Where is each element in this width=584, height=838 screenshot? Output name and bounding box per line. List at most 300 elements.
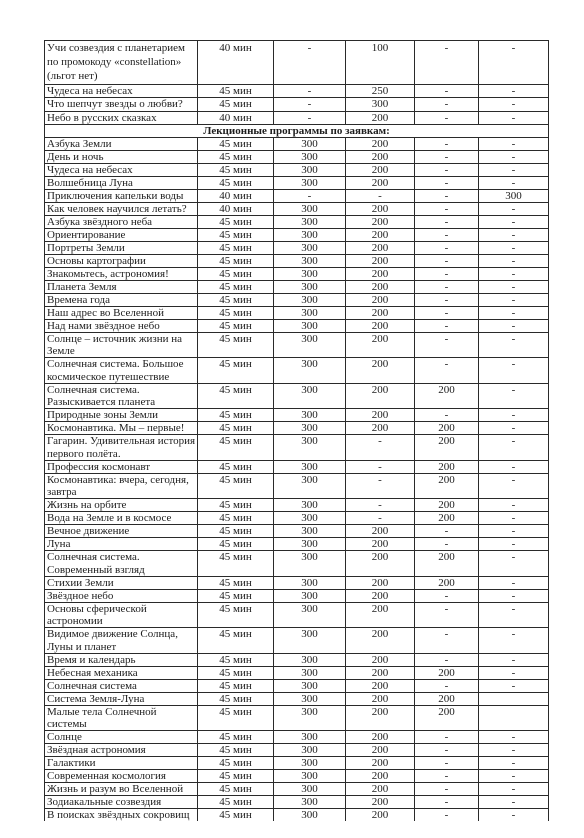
column-3-cell: - bbox=[274, 41, 346, 85]
column-6-cell: - bbox=[479, 796, 549, 809]
column-4-cell: 200 bbox=[346, 667, 415, 680]
column-4-cell: 200 bbox=[346, 203, 415, 216]
duration-cell: 45 мин bbox=[198, 384, 274, 410]
column-6-cell: - bbox=[479, 590, 549, 603]
column-6-cell: - bbox=[479, 551, 549, 577]
column-4-cell: 200 bbox=[346, 358, 415, 384]
program-name-cell: Приключения капельки воды bbox=[45, 190, 198, 203]
column-5-cell: - bbox=[415, 358, 479, 384]
column-4-cell: 200 bbox=[346, 320, 415, 333]
program-name-cell: Современная космология bbox=[45, 770, 198, 783]
column-3-cell: 300 bbox=[274, 590, 346, 603]
table-row bbox=[45, 255, 549, 268]
column-5-cell: - bbox=[415, 268, 479, 281]
table-row bbox=[45, 577, 549, 590]
column-6-cell: - bbox=[479, 422, 549, 435]
column-5-cell: - bbox=[415, 112, 479, 125]
column-6-cell: - bbox=[479, 294, 549, 307]
column-6-cell: - bbox=[479, 783, 549, 796]
column-5-cell: - bbox=[415, 138, 479, 151]
program-name-cell: Наш адрес во Вселенной bbox=[45, 307, 198, 320]
column-6-cell: - bbox=[479, 358, 549, 384]
duration-cell: 45 мин bbox=[198, 654, 274, 667]
column-4-cell: 200 bbox=[346, 294, 415, 307]
program-name-cell: Гагарин. Удивительная история первого полёта. bbox=[45, 435, 198, 461]
column-5-cell: - bbox=[415, 151, 479, 164]
table-row bbox=[45, 358, 549, 384]
column-5-cell: - bbox=[415, 216, 479, 229]
duration-cell: 45 мин bbox=[198, 164, 274, 177]
column-3-cell: 300 bbox=[274, 435, 346, 461]
column-5-cell: - bbox=[415, 796, 479, 809]
duration-cell: 45 мин bbox=[198, 461, 274, 474]
duration-cell: 45 мин bbox=[198, 229, 274, 242]
column-5-cell: 200 bbox=[415, 693, 479, 706]
column-4-cell: 200 bbox=[346, 628, 415, 654]
column-4-cell: - bbox=[346, 499, 415, 512]
column-5-cell: - bbox=[415, 757, 479, 770]
duration-cell: 45 мин bbox=[198, 358, 274, 384]
program-name-cell: День и ночь bbox=[45, 151, 198, 164]
column-3-cell: 300 bbox=[274, 216, 346, 229]
column-3-cell: 300 bbox=[274, 757, 346, 770]
column-4-cell: 200 bbox=[346, 538, 415, 551]
duration-cell: 45 мин bbox=[198, 85, 274, 98]
column-4-cell: - bbox=[346, 190, 415, 203]
table-row bbox=[45, 525, 549, 538]
program-name-cell: Портреты Земли bbox=[45, 242, 198, 255]
column-3-cell: 300 bbox=[274, 603, 346, 629]
program-name-cell: Солнце – источник жизни на Земле bbox=[45, 333, 198, 359]
column-3-cell: 300 bbox=[274, 461, 346, 474]
table-row bbox=[45, 474, 549, 500]
duration-cell: 45 мин bbox=[198, 435, 274, 461]
column-4-cell: 200 bbox=[346, 731, 415, 744]
column-4-cell: 200 bbox=[346, 255, 415, 268]
column-3-cell: 300 bbox=[274, 281, 346, 294]
column-6-cell: - bbox=[479, 435, 549, 461]
table-row bbox=[45, 203, 549, 216]
duration-cell: 40 мин bbox=[198, 203, 274, 216]
column-3-cell: 300 bbox=[274, 744, 346, 757]
column-5-cell: - bbox=[415, 654, 479, 667]
table-row bbox=[45, 693, 549, 706]
program-name-cell: Над нами звёздное небо bbox=[45, 320, 198, 333]
program-name-cell: Вечное движение bbox=[45, 525, 198, 538]
program-name-cell: Основы сферической астрономии bbox=[45, 603, 198, 629]
column-5-cell: 200 bbox=[415, 384, 479, 410]
table-row bbox=[45, 151, 549, 164]
duration-cell: 45 мин bbox=[198, 628, 274, 654]
column-3-cell: 300 bbox=[274, 680, 346, 693]
program-name-cell: Времена года bbox=[45, 294, 198, 307]
table-row bbox=[45, 422, 549, 435]
duration-cell: 45 мин bbox=[198, 474, 274, 500]
duration-cell: 45 мин bbox=[198, 151, 274, 164]
column-5-cell: - bbox=[415, 190, 479, 203]
program-name-cell: Солнечная система. Большое космическое путешествие bbox=[45, 358, 198, 384]
duration-cell: 45 мин bbox=[198, 693, 274, 706]
column-3-cell: 300 bbox=[274, 809, 346, 821]
column-5-cell: - bbox=[415, 628, 479, 654]
column-4-cell: 200 bbox=[346, 796, 415, 809]
column-4-cell: 100 bbox=[346, 41, 415, 85]
column-4-cell: - bbox=[346, 461, 415, 474]
table-row bbox=[45, 138, 549, 151]
table-row bbox=[45, 435, 549, 461]
duration-cell: 45 мин bbox=[198, 590, 274, 603]
duration-cell: 45 мин bbox=[198, 577, 274, 590]
table-row bbox=[45, 229, 549, 242]
table-row bbox=[45, 85, 549, 98]
column-6-cell: - bbox=[479, 499, 549, 512]
column-4-cell: - bbox=[346, 512, 415, 525]
column-4-cell: 200 bbox=[346, 590, 415, 603]
program-name-cell: Космонавтика. Мы – первые! bbox=[45, 422, 198, 435]
column-5-cell: - bbox=[415, 294, 479, 307]
table-row bbox=[45, 783, 549, 796]
duration-cell: 45 мин bbox=[198, 680, 274, 693]
duration-cell: 45 мин bbox=[198, 281, 274, 294]
table-row bbox=[45, 384, 549, 410]
program-name-cell: Учи созвездия с планетарием по промокоду «constellation» (льгот нет) bbox=[45, 41, 198, 85]
column-3-cell: 300 bbox=[274, 783, 346, 796]
column-4-cell: 200 bbox=[346, 242, 415, 255]
program-name-cell: Небесная механика bbox=[45, 667, 198, 680]
column-5-cell: - bbox=[415, 680, 479, 693]
column-6-cell: - bbox=[479, 242, 549, 255]
table-row bbox=[45, 770, 549, 783]
column-5-cell: - bbox=[415, 333, 479, 359]
column-6-cell: - bbox=[479, 177, 549, 190]
program-name-cell: Малые тела Солнечной системы bbox=[45, 706, 198, 732]
program-name-cell: Планета Земля bbox=[45, 281, 198, 294]
column-5-cell: - bbox=[415, 783, 479, 796]
program-name-cell: Чудеса на небесах bbox=[45, 85, 198, 98]
column-5-cell: - bbox=[415, 590, 479, 603]
table-row bbox=[45, 603, 549, 629]
duration-cell: 45 мин bbox=[198, 268, 274, 281]
column-5-cell: - bbox=[415, 744, 479, 757]
duration-cell: 45 мин bbox=[198, 796, 274, 809]
column-6-cell: - bbox=[479, 770, 549, 783]
program-name-cell: Азбука Земли bbox=[45, 138, 198, 151]
column-4-cell: 200 bbox=[346, 809, 415, 821]
program-name-cell: Видимое движение Солнца, Луны и планет bbox=[45, 628, 198, 654]
column-3-cell: 300 bbox=[274, 577, 346, 590]
program-name-cell: Солнечная система. Современный взгляд bbox=[45, 551, 198, 577]
table-row bbox=[45, 409, 549, 422]
column-6-cell bbox=[479, 693, 549, 706]
lecture-rows-group bbox=[45, 138, 549, 821]
column-3-cell: 300 bbox=[274, 242, 346, 255]
column-3-cell: 300 bbox=[274, 525, 346, 538]
program-name-cell: Волшебница Луна bbox=[45, 177, 198, 190]
column-3-cell: 300 bbox=[274, 177, 346, 190]
program-name-cell: Жизнь и разум во Вселенной bbox=[45, 783, 198, 796]
column-5-cell: 200 bbox=[415, 667, 479, 680]
column-5-cell: 200 bbox=[415, 512, 479, 525]
column-3-cell: 300 bbox=[274, 294, 346, 307]
duration-cell: 45 мин bbox=[198, 512, 274, 525]
program-name-cell: В поисках звёздных сокровищ bbox=[45, 809, 198, 821]
duration-cell: 45 мин bbox=[198, 294, 274, 307]
duration-cell: 45 мин bbox=[198, 525, 274, 538]
table-row bbox=[45, 706, 549, 732]
duration-cell: 40 мин bbox=[198, 41, 274, 85]
table-row bbox=[45, 757, 549, 770]
column-4-cell: 200 bbox=[346, 138, 415, 151]
table-row bbox=[45, 98, 549, 111]
duration-cell: 45 мин bbox=[198, 731, 274, 744]
program-name-cell: Чудеса на небесах bbox=[45, 164, 198, 177]
program-name-cell: Ориентирование bbox=[45, 229, 198, 242]
table-row bbox=[45, 796, 549, 809]
program-name-cell: Что шепчут звезды о любви? bbox=[45, 98, 198, 111]
column-6-cell: - bbox=[479, 138, 549, 151]
duration-cell: 40 мин bbox=[198, 112, 274, 125]
column-5-cell: 200 bbox=[415, 499, 479, 512]
table-row bbox=[45, 190, 549, 203]
column-3-cell: - bbox=[274, 85, 346, 98]
column-4-cell: 300 bbox=[346, 98, 415, 111]
program-name-cell: Звёздная астрономия bbox=[45, 744, 198, 757]
column-3-cell: 300 bbox=[274, 706, 346, 732]
table-row bbox=[45, 731, 549, 744]
column-3-cell: 300 bbox=[274, 654, 346, 667]
intro-rows-group bbox=[45, 41, 549, 125]
column-6-cell: - bbox=[479, 85, 549, 98]
column-6-cell: - bbox=[479, 667, 549, 680]
column-6-cell: - bbox=[479, 112, 549, 125]
duration-cell: 45 мин bbox=[198, 138, 274, 151]
column-4-cell: 200 bbox=[346, 744, 415, 757]
table-row bbox=[45, 809, 549, 821]
column-6-cell: - bbox=[479, 680, 549, 693]
column-5-cell: - bbox=[415, 307, 479, 320]
column-6-cell bbox=[479, 706, 549, 732]
table-row bbox=[45, 667, 549, 680]
column-6-cell: - bbox=[479, 744, 549, 757]
column-4-cell: 200 bbox=[346, 654, 415, 667]
program-name-cell: Звёздное небо bbox=[45, 590, 198, 603]
table-row bbox=[45, 499, 549, 512]
duration-cell: 45 мин bbox=[198, 333, 274, 359]
column-6-cell: - bbox=[479, 512, 549, 525]
column-3-cell: 300 bbox=[274, 307, 346, 320]
duration-cell: 45 мин bbox=[198, 706, 274, 732]
column-3-cell: 300 bbox=[274, 667, 346, 680]
duration-cell: 45 мин bbox=[198, 667, 274, 680]
column-3-cell: 300 bbox=[274, 499, 346, 512]
column-6-cell: - bbox=[479, 333, 549, 359]
column-3-cell: 300 bbox=[274, 138, 346, 151]
column-6-cell: - bbox=[479, 255, 549, 268]
table-row bbox=[45, 680, 549, 693]
column-3-cell: 300 bbox=[274, 422, 346, 435]
column-5-cell: 200 bbox=[415, 577, 479, 590]
column-6-cell: - bbox=[479, 538, 549, 551]
table-row bbox=[45, 333, 549, 359]
column-3-cell: 300 bbox=[274, 320, 346, 333]
column-6-cell: - bbox=[479, 577, 549, 590]
column-5-cell: - bbox=[415, 770, 479, 783]
duration-cell: 45 мин bbox=[198, 320, 274, 333]
program-name-cell: Знакомьтесь, астрономия! bbox=[45, 268, 198, 281]
program-name-cell: Как человек научился летать? bbox=[45, 203, 198, 216]
table-row bbox=[45, 744, 549, 757]
column-4-cell: 200 bbox=[346, 757, 415, 770]
column-3-cell: 300 bbox=[274, 551, 346, 577]
program-name-cell: Зодиакальные созвездия bbox=[45, 796, 198, 809]
column-3-cell: 300 bbox=[274, 384, 346, 410]
program-name-cell: Солнце bbox=[45, 731, 198, 744]
duration-cell: 45 мин bbox=[198, 409, 274, 422]
column-4-cell: 200 bbox=[346, 693, 415, 706]
program-name-cell: Основы картографии bbox=[45, 255, 198, 268]
column-4-cell: 200 bbox=[346, 783, 415, 796]
table-row bbox=[45, 538, 549, 551]
duration-cell: 45 мин bbox=[198, 98, 274, 111]
program-name-cell: Солнечная система bbox=[45, 680, 198, 693]
column-5-cell: - bbox=[415, 164, 479, 177]
column-5-cell: - bbox=[415, 320, 479, 333]
table-row bbox=[45, 294, 549, 307]
column-5-cell: - bbox=[415, 731, 479, 744]
column-6-cell: - bbox=[479, 525, 549, 538]
duration-cell: 45 мин bbox=[198, 783, 274, 796]
column-6-cell: - bbox=[479, 229, 549, 242]
column-4-cell: 200 bbox=[346, 307, 415, 320]
column-3-cell: 300 bbox=[274, 512, 346, 525]
duration-cell: 45 мин bbox=[198, 255, 274, 268]
column-3-cell: 300 bbox=[274, 203, 346, 216]
duration-cell: 45 мин bbox=[198, 538, 274, 551]
program-name-cell: Солнечная система. Разыскивается планета bbox=[45, 384, 198, 410]
column-3-cell: 300 bbox=[274, 770, 346, 783]
column-6-cell: 300 bbox=[479, 190, 549, 203]
table-row bbox=[45, 654, 549, 667]
column-6-cell: - bbox=[479, 281, 549, 294]
column-5-cell: - bbox=[415, 229, 479, 242]
program-name-cell: Азбука звёздного неба bbox=[45, 216, 198, 229]
section-header-row bbox=[45, 125, 549, 138]
column-4-cell: 200 bbox=[346, 384, 415, 410]
program-name-cell: Луна bbox=[45, 538, 198, 551]
program-name-cell: Профессия космонавт bbox=[45, 461, 198, 474]
column-5-cell: - bbox=[415, 538, 479, 551]
duration-cell: 45 мин bbox=[198, 216, 274, 229]
column-3-cell: - bbox=[274, 98, 346, 111]
column-4-cell: 200 bbox=[346, 422, 415, 435]
column-6-cell: - bbox=[479, 384, 549, 410]
column-4-cell: 200 bbox=[346, 112, 415, 125]
column-6-cell: - bbox=[479, 41, 549, 85]
duration-cell: 45 мин bbox=[198, 422, 274, 435]
column-6-cell: - bbox=[479, 461, 549, 474]
table-row bbox=[45, 590, 549, 603]
column-3-cell: 300 bbox=[274, 538, 346, 551]
column-4-cell: 200 bbox=[346, 281, 415, 294]
table-row bbox=[45, 41, 549, 85]
column-4-cell: 200 bbox=[346, 551, 415, 577]
column-4-cell: 200 bbox=[346, 333, 415, 359]
column-5-cell: - bbox=[415, 409, 479, 422]
table-row bbox=[45, 242, 549, 255]
table-row bbox=[45, 216, 549, 229]
column-5-cell: - bbox=[415, 177, 479, 190]
column-5-cell: - bbox=[415, 809, 479, 821]
column-3-cell: - bbox=[274, 190, 346, 203]
duration-cell: 45 мин bbox=[198, 757, 274, 770]
program-name-cell: Природные зоны Земли bbox=[45, 409, 198, 422]
program-name-cell: Жизнь на орбите bbox=[45, 499, 198, 512]
column-6-cell: - bbox=[479, 603, 549, 629]
column-5-cell: - bbox=[415, 98, 479, 111]
program-name-cell: Система Земля-Луна bbox=[45, 693, 198, 706]
column-6-cell: - bbox=[479, 757, 549, 770]
column-6-cell: - bbox=[479, 98, 549, 111]
column-6-cell: - bbox=[479, 809, 549, 821]
column-3-cell: 300 bbox=[274, 731, 346, 744]
column-6-cell: - bbox=[479, 628, 549, 654]
duration-cell: 45 мин bbox=[198, 770, 274, 783]
column-3-cell: 300 bbox=[274, 409, 346, 422]
column-3-cell: 300 bbox=[274, 255, 346, 268]
column-3-cell: 300 bbox=[274, 333, 346, 359]
column-3-cell: 300 bbox=[274, 151, 346, 164]
column-4-cell: 200 bbox=[346, 770, 415, 783]
column-6-cell: - bbox=[479, 307, 549, 320]
table-row bbox=[45, 177, 549, 190]
column-6-cell: - bbox=[479, 654, 549, 667]
table-row bbox=[45, 268, 549, 281]
duration-cell: 45 мин bbox=[198, 177, 274, 190]
table-row bbox=[45, 628, 549, 654]
table-row bbox=[45, 164, 549, 177]
column-4-cell: - bbox=[346, 474, 415, 500]
table-row bbox=[45, 281, 549, 294]
column-4-cell: 200 bbox=[346, 603, 415, 629]
column-5-cell: 200 bbox=[415, 435, 479, 461]
section-header: Лекционные программы по заявкам: bbox=[45, 125, 549, 138]
column-3-cell: 300 bbox=[274, 164, 346, 177]
duration-cell: 45 мин bbox=[198, 551, 274, 577]
column-6-cell: - bbox=[479, 164, 549, 177]
column-4-cell: 200 bbox=[346, 216, 415, 229]
column-4-cell: 200 bbox=[346, 151, 415, 164]
column-5-cell: - bbox=[415, 242, 479, 255]
column-6-cell: - bbox=[479, 268, 549, 281]
column-6-cell: - bbox=[479, 409, 549, 422]
column-3-cell: 300 bbox=[274, 229, 346, 242]
column-5-cell: - bbox=[415, 85, 479, 98]
column-4-cell: 200 bbox=[346, 229, 415, 242]
column-6-cell: - bbox=[479, 474, 549, 500]
column-5-cell: 200 bbox=[415, 461, 479, 474]
duration-cell: 40 мин bbox=[198, 190, 274, 203]
table-row bbox=[45, 112, 549, 125]
duration-cell: 45 мин bbox=[198, 603, 274, 629]
column-3-cell: 300 bbox=[274, 474, 346, 500]
column-4-cell: 200 bbox=[346, 409, 415, 422]
duration-cell: 45 мин bbox=[198, 307, 274, 320]
column-4-cell: 200 bbox=[346, 525, 415, 538]
program-name-cell: Вода на Земле и в космосе bbox=[45, 512, 198, 525]
column-4-cell: 200 bbox=[346, 164, 415, 177]
column-4-cell: 200 bbox=[346, 268, 415, 281]
column-3-cell: 300 bbox=[274, 628, 346, 654]
